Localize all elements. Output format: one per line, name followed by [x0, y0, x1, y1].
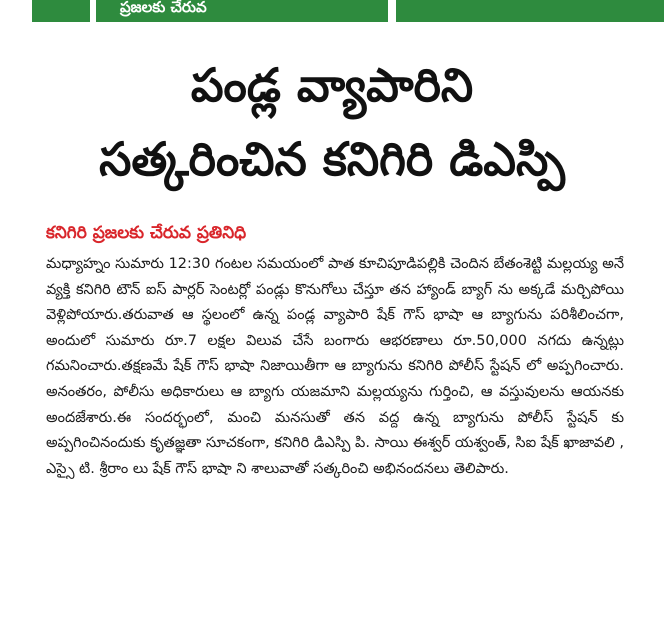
banner-section-label: ప్రజలకు చేరువ: [96, 0, 388, 22]
banner-block-right: [396, 0, 664, 22]
headline-line-2: సత్కరించిన కనిగిరి డిఎస్పి: [99, 132, 565, 186]
headline: [0, 48, 664, 196]
banner-block-left: [32, 0, 90, 22]
byline: కనిగిరి ప్రజలకు చేరువ ప్రతినిధి: [46, 223, 247, 243]
top-banner: [0, 0, 664, 22]
article-body: మధ్యాహ్నం సుమారు 12:30 గంటల సమయంలో పాత కూచిపూడిపల్లికి చెందిన బేతంశెట్టి మల్లయ్య అనే వ్యక్తి కనిగిరి టౌన్ ఐస్ పార్లర్ సెంటర్లో పండ్లు కొనుగోలు చేస్తూ తన హ్యాండ్ బ్యాగ్ ను అక్కడే మర్చిపోయి వెళ్లిపోయారు.తరువాత ఆ స్థలంలో ఉన్న పండ్ల వ్యాపారి షేక్ గౌస్ భాషా ఆ బ్యాగును పరిశీలించగా, అందులో సుమారు రూ.7 లక్షల విలువ చేసే బంగారు ఆభరణాలు రూ.50,000 నగదు ఉన్నట్లు గమనించారు.తక్షణమే షేక్ గౌస్ భాషా నిజాయితీగా ఆ బ్యాగును కనిగిరి పోలీస్ స్టేషన్ లో అప్పగించారు. అనంతరం, పోలీసు అధికారులు ఆ బ్యాగు యజమాని మల్లయ్యను గుర్తించి, ఆ వస్తువులను ఆయనకు అందజేశారు.ఈ సందర్భంలో, మంచి మనసుతో తన వద్ద ఉన్న బ్యాగును పోలీస్ స్టేషన్ కు అప్పగించినందుకు కృతజ్ఞతా సూచకంగా, కనిగిరి డిఎస్పి పి. సాయి ఈశ్వర్ యశ్వంత్, సిఐ షేక్ ఖాజావలి , ఎస్సై టి. శ్రీరాం లు షేక్ గౌస్ భాషా ని శాలువాతో సత్కరించి అభినందనలు తెలిపారు.: [46, 256, 624, 477]
headline-line-1: పండ్ల వ్యాపారిని: [190, 58, 474, 112]
